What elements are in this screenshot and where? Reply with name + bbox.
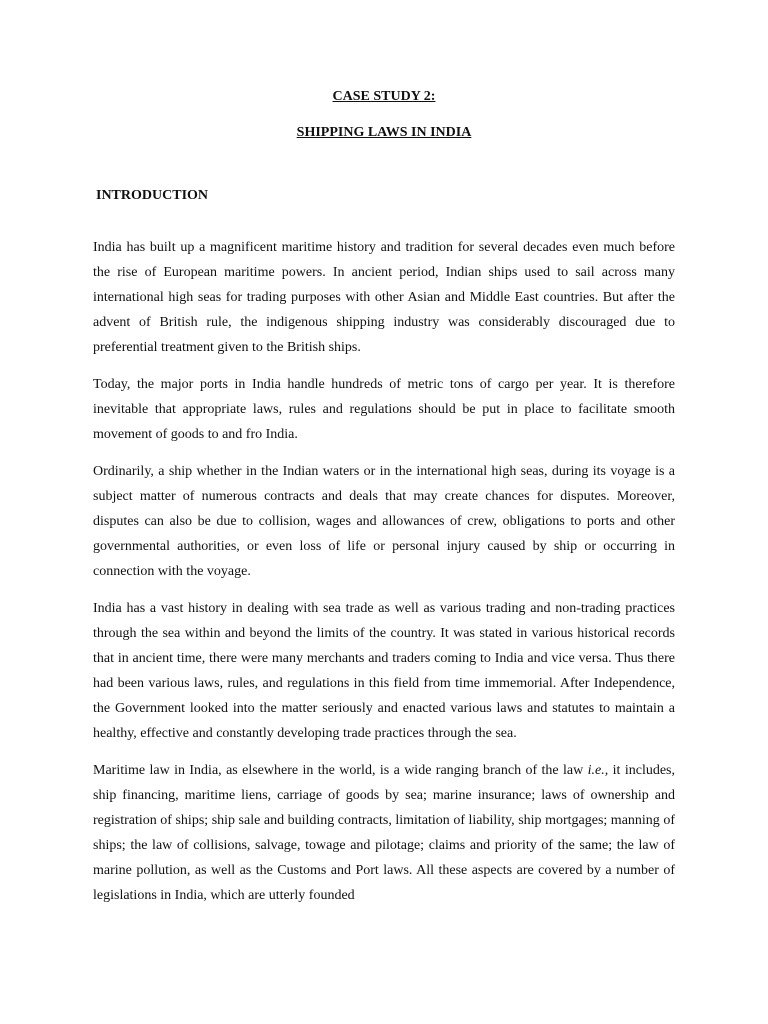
paragraph-text-end: it includes, ship financing, maritime liens, carriage of goods by sea; marine insurance; laws of ownership and registration of ships; ship sale and building contracts, limitation of liability, ship mortgages; manning of ships; the law of collisions, salvage, towage and pilotage; claims and priority of the same; the law of marine pollution, as well as the Customs and Port laws. All these aspects are covered by a number of legislations in India, which are utterly founded	[93, 763, 675, 903]
paragraph: Ordinarily, a ship whether in the Indian waters or in the international high seas, during its voyage is a subject matter of numerous contracts and deals that may create chances for disputes. Moreover, disputes can also be due to collision, wages and allowances of crew, obligations to ports and other governmental authorities, or even loss of life or personal injury caused by ship or occurring in connection with the voyage.	[93, 464, 675, 579]
case-study-title: CASE STUDY 2:	[332, 89, 436, 104]
italic-abbreviation: i.e.,	[587, 763, 609, 778]
body-text	[93, 235, 675, 920]
paragraph-maritime-law	[93, 758, 675, 908]
paragraph: India has a vast history in dealing with sea trade as well as various trading and non-trading practices through the sea within and beyond the limits of the country. It was stated in various historical records that in ancient time, there were many merchants and traders coming to India and vice versa. Thus there had been various laws, rules, and regulations in this field from time immemorial. After Independence, the Government looked into the matter seriously and enacted various laws and statutes to maintain a healthy, effective and constantly developing trade practices through the sea.	[93, 601, 675, 741]
paragraph: India has built up a magnificent maritime history and tradition for several decades even much before the rise of European maritime powers. In ancient period, Indian ships used to sail across many international high seas for trading purposes with other Asian and Middle East countries. But after the advent of British rule, the indigenous shipping industry was considerably discouraged due to preferential treatment given to the British ships.	[93, 240, 675, 355]
section-heading-introduction: INTRODUCTION	[96, 188, 209, 203]
paragraph-text-start: Maritime law in India, as elsewhere in the world, is a wide ranging branch of the law	[93, 763, 588, 778]
document-title: SHIPPING LAWS IN INDIA	[296, 125, 472, 140]
paragraph: Today, the major ports in India handle hundreds of metric tons of cargo per year. It is therefore inevitable that appropriate laws, rules and regulations should be put in place to facilitate smooth movement of goods to and fro India.	[93, 377, 675, 442]
